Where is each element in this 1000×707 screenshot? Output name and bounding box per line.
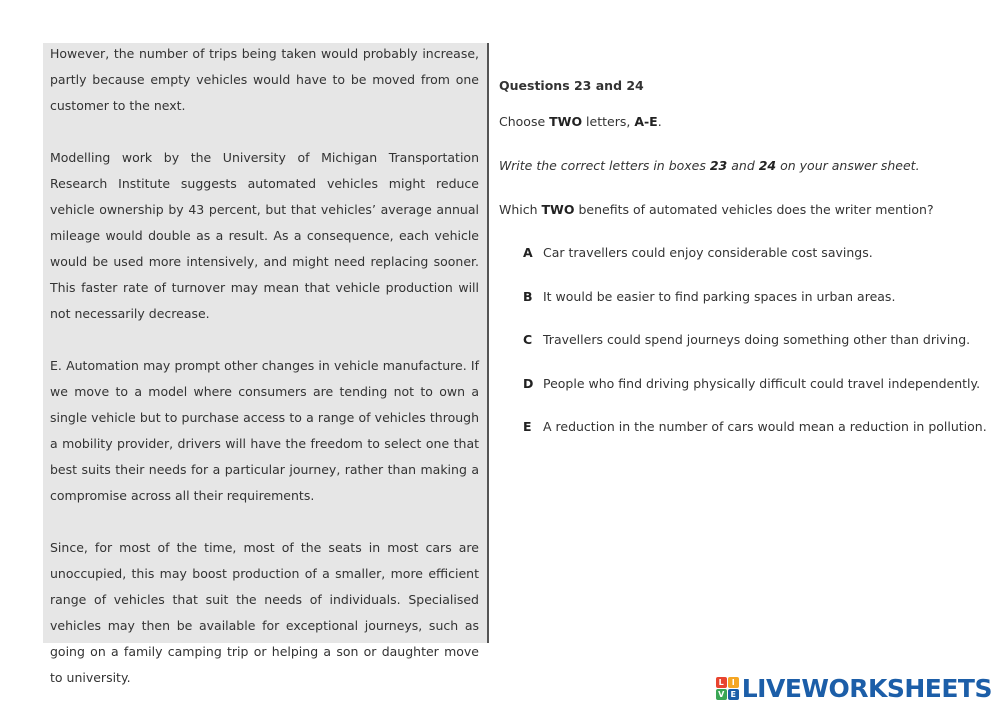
option-text: A reduction in the number of cars would mean a reduction in pollution. — [543, 419, 987, 434]
write-text: and — [727, 158, 759, 173]
liveworksheets-icon — [716, 677, 739, 700]
option-b — [523, 289, 895, 304]
option-letter: B — [523, 289, 533, 304]
answer-sheet-instruction — [499, 158, 920, 173]
prompt-text: Which — [499, 202, 542, 217]
option-text: Travellers could spend journeys doing something other than driving. — [543, 332, 971, 347]
prompt-emphasis: TWO — [541, 202, 575, 217]
liveworksheets-logo[interactable] — [716, 675, 992, 701]
option-text: People who find driving physically difficult could travel independently. — [543, 376, 981, 391]
passage-paragraph-2: Modelling work by the University of Michigan Transportation Research Institute suggests automated vehicles might reduce vehicle ownership by 43 percent, but that vehicles’ average annual mileage would double as a result. As a consequence, each vehicle would be used more intensively, and might need replacing sooner. This faster rate of turnover may mean that vehicle production will not necessarily decrease. — [50, 150, 479, 321]
option-text: Car travellers could enjoy considerable cost savings. — [543, 245, 873, 260]
instruction-emphasis: TWO — [549, 114, 583, 129]
option-e — [523, 419, 987, 434]
questions-instruction — [499, 114, 662, 129]
liveworksheets-wordmark: LIVEWORKSHEETS — [741, 673, 992, 703]
prompt-text: benefits of automated vehicles does the writer mention? — [574, 202, 934, 217]
questions-heading: Questions 23 and 24 — [499, 78, 644, 93]
option-letter: D — [523, 376, 534, 391]
option-c — [523, 332, 970, 347]
write-text: Write the correct letters in boxes — [499, 158, 710, 173]
logo-tile: I — [728, 677, 739, 688]
passage-paragraph-3: E. Automation may prompt other changes in vehicle manufacture. If we move to a model where consumers are tending not to own a single vehicle but to purchase access to a range of vehicles through a mobility provider, drivers will have the freedom to select one that best suits their needs for a particular journey, rather than making a compromise across all their requirements. — [50, 358, 479, 503]
logo-tile: L — [716, 677, 727, 688]
passage-paragraph-1: However, the number of trips being taken would probably increase, partly because empty vehicles would have to be moved from one customer to the next. — [50, 46, 479, 113]
option-letter: E — [523, 419, 532, 434]
box-number: 23 — [709, 158, 728, 173]
instruction-text: Choose — [499, 114, 550, 129]
option-a — [523, 245, 873, 260]
write-text: on your answer sheet. — [776, 158, 920, 173]
option-letter: C — [523, 332, 533, 347]
option-letter: A — [523, 245, 533, 260]
option-text: It would be easier to find parking spaces in urban areas. — [543, 289, 896, 304]
question-prompt — [499, 202, 934, 217]
box-number: 24 — [758, 158, 777, 173]
passage-paragraph-4: Since, for most of the time, most of the seats in most cars are unoccupied, this may boost production of a smaller, more efficient range of vehicles that suit the needs of individuals. Specialised vehicles may then be available for exceptional journeys, such as going on a family camping trip or helping a son or daughter move to university. — [50, 540, 479, 685]
instruction-text: . — [657, 114, 662, 129]
logo-tile: V — [716, 689, 727, 700]
logo-tile: E — [728, 689, 739, 700]
instruction-range: A-E — [634, 114, 658, 129]
option-d — [523, 376, 980, 391]
reading-passage — [43, 43, 489, 685]
instruction-text: letters, — [582, 114, 635, 129]
